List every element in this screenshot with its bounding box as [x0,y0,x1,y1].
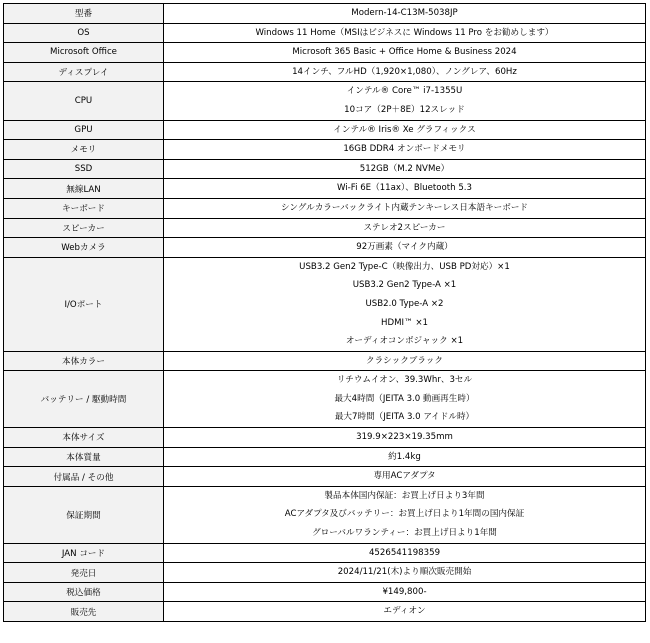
table-row [4,238,646,258]
spec-label: SSD [4,159,164,179]
spec-value: ステレオ2スピーカー [363,222,446,233]
spec-value: インテル® Core™ i7-1355U [346,86,463,97]
spec-label: JAN コード [4,543,164,563]
spec-value: Microsoft 365 Basic + Office Home & Business 2024 [292,47,517,58]
table-row [4,563,646,583]
spec-value-cell [164,582,646,602]
spec-value-cell [164,62,646,82]
spec-value: エディオン [383,606,426,617]
spec-value: Modern-14-C13M-5038JP [351,8,458,18]
spec-value-cell [164,563,646,583]
spec-label: 型番 [4,4,164,24]
table-row [4,159,646,179]
spec-value: リチウムイオン、39.3Whr、3セル [336,375,473,386]
spec-label: 発売日 [4,563,164,583]
spec-value: Wi-Fi 6E（11ax）、Bluetooth 5.3 [336,183,473,194]
spec-label: ディスプレイ [4,62,164,82]
spec-label: スピーカー [4,218,164,238]
spec-value: オーディオコンボジャック ×1 [345,336,464,347]
table-row [4,467,646,487]
spec-value-cell [164,351,646,371]
spec-table-body [4,4,646,622]
spec-value: 製品本体国内保証：お買上げ日より3年間 [324,490,485,501]
spec-value-cell [164,428,646,448]
spec-value: 319.9×223×19.35mm [356,432,453,443]
table-row [4,179,646,199]
spec-value: USB2.0 Type-A ×2 [365,298,444,309]
table-row [4,120,646,140]
table-row [4,140,646,160]
spec-label: CPU [4,82,164,120]
spec-label: GPU [4,120,164,140]
spec-value: 14インチ、フルHD（1,920×1,080）、ノングレア、60Hz [292,66,517,77]
spec-label: バッテリー / 駆動時間 [4,371,164,428]
table-row [4,43,646,63]
spec-value: 最大7時間（JEITA 3.0 アイドル時） [334,412,475,423]
spec-value: 16GB DDR4 オンボードメモリ [343,144,466,155]
table-row [4,602,646,622]
spec-value: 2024/11/21(木)より順次販売開始 [337,567,472,578]
spec-value-cell [164,218,646,238]
spec-value: 10コア（2P＋8E）12スレッド [344,104,465,115]
spec-value: シングルカラーバックライト内蔵テンキーレス日本語キーボード [280,202,529,213]
spec-value-cell [164,198,646,218]
spec-value-cell [164,257,646,351]
spec-value-cell [164,82,646,120]
spec-value-cell [164,447,646,467]
spec-label: 無線LAN [4,179,164,199]
table-row [4,428,646,448]
spec-label: キーボード [4,198,164,218]
spec-value-cell [164,4,646,24]
spec-label: I/Oポート [4,257,164,351]
table-row [4,23,646,43]
table-row [4,351,646,371]
spec-value: USB3.2 Gen2 Type-C（映像出力、USB PD対応）×1 [299,261,510,272]
spec-value-cell [164,179,646,199]
spec-value-cell [164,140,646,160]
spec-value-cell [164,371,646,428]
spec-label: 販売先 [4,602,164,622]
table-row [4,543,646,563]
spec-value: 92万画素（マイク内蔵） [356,242,453,253]
spec-label: OS [4,23,164,43]
spec-label: 税込価格 [4,582,164,602]
spec-value-cell [164,543,646,563]
spec-label: 本体質量 [4,447,164,467]
spec-value-cell [164,467,646,487]
spec-value: ¥149,800- [382,586,427,597]
table-row [4,82,646,120]
spec-value: インテル® Iris® Xe グラフィックス [333,124,476,135]
table-row [4,198,646,218]
spec-value: Windows 11 Home（MSIはビジネスに Windows 11 Pro をお勧めします） [255,27,554,38]
spec-value: グローバルワランティー：お買上げ日より1年間 [312,528,497,539]
spec-label: 保証期間 [4,486,164,543]
spec-value: ACアダプタ及びバッテリー：お買上げ日より1年間の国内保証 [284,509,525,520]
spec-value-cell [164,23,646,43]
spec-value-cell [164,602,646,622]
spec-label: 本体サイズ [4,428,164,448]
spec-value-cell [164,159,646,179]
spec-label: Microsoft Office [4,43,164,63]
table-row [4,371,646,428]
spec-value-cell [164,120,646,140]
spec-label: 付属品 / その他 [4,467,164,487]
table-row [4,218,646,238]
spec-value: USB3.2 Gen2 Type-A ×1 [352,280,457,291]
table-row [4,447,646,467]
table-row [4,582,646,602]
spec-value: 512GB（M.2 NVMe） [359,163,450,174]
spec-value-cell [164,238,646,258]
spec-value-cell [164,43,646,63]
table-row [4,486,646,543]
spec-table [3,3,646,622]
spec-label: Webカメラ [4,238,164,258]
spec-value-cell [164,486,646,543]
table-row [4,4,646,24]
spec-value: 4526541198359 [368,547,441,558]
spec-value: HDMI™ ×1 [380,317,429,328]
spec-value: 最大4時間（JEITA 3.0 動画再生時） [334,393,475,404]
table-row [4,257,646,351]
spec-value: クラシックブラック [365,355,443,366]
spec-label: 本体カラー [4,351,164,371]
table-row [4,62,646,82]
spec-label: メモリ [4,140,164,160]
spec-value: 約1.4kg [388,451,421,462]
spec-value: 専用ACアダプタ [373,471,436,482]
